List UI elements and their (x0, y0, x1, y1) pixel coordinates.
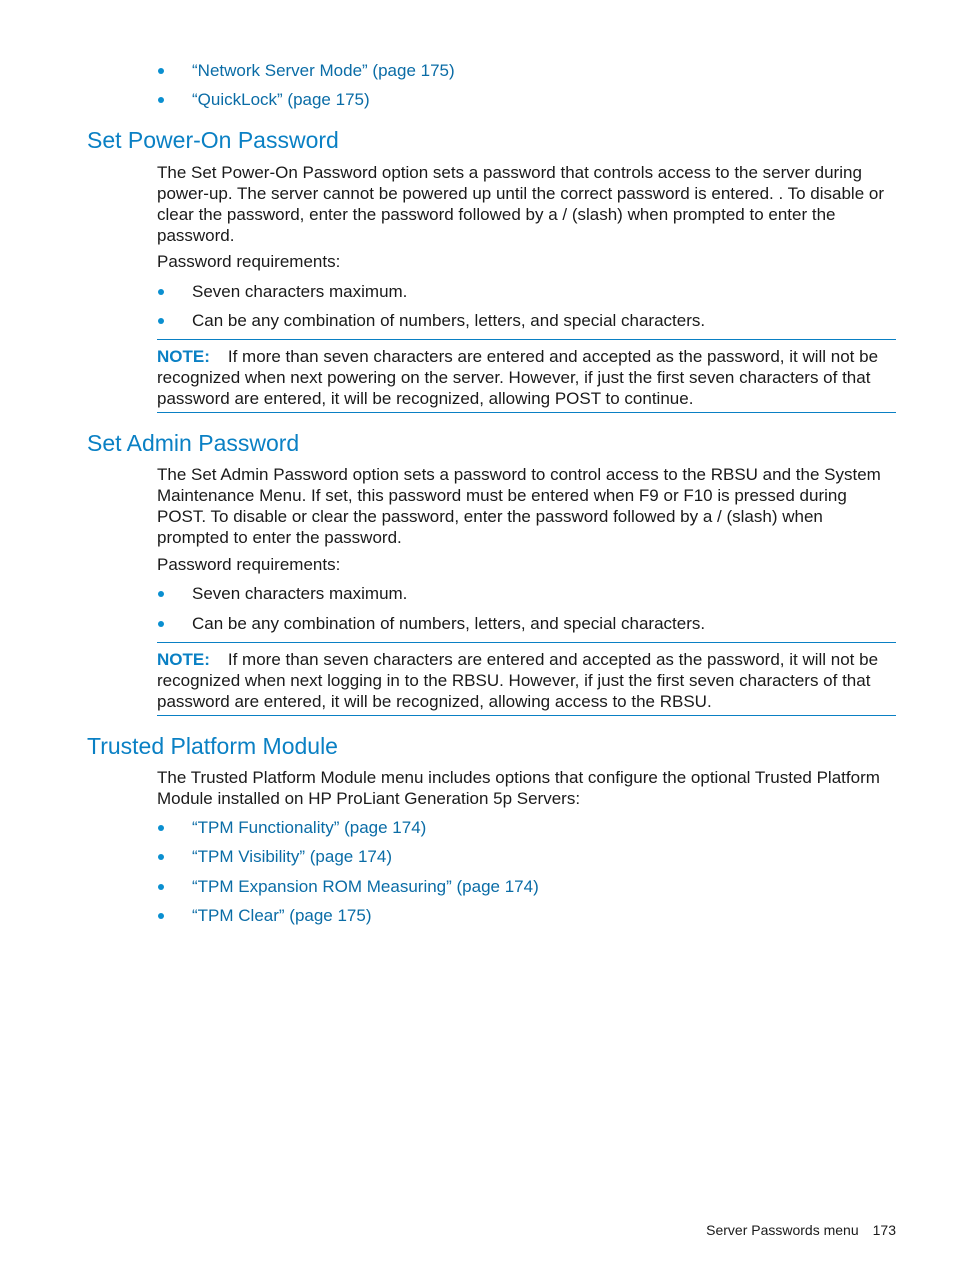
link-network-server-mode[interactable]: “Network Server Mode” (page 175) (192, 61, 455, 80)
requirements-list (157, 584, 705, 634)
bullet-icon (158, 854, 164, 860)
list-item (157, 877, 539, 897)
footer-section-name: Server Passwords menu (706, 1222, 859, 1238)
list-item (157, 818, 539, 838)
section-heading-power-on: Set Power-On Password (87, 127, 339, 153)
note-box (157, 642, 896, 716)
link-quicklock[interactable]: “QuickLock” (page 175) (192, 90, 370, 109)
bullet-icon (158, 591, 164, 597)
bullet-icon (158, 68, 164, 74)
top-link-list (157, 61, 455, 110)
list-item: Can be any combination of numbers, letters, and special characters. (157, 311, 705, 331)
bullet-icon (158, 318, 164, 324)
section-heading-tpm: Trusted Platform Module (87, 733, 338, 759)
note-text: If more than seven characters are entered and accepted as the password, it will not be recognized when next powering on the server. However, if just the first seven characters of that password are entered, it will be recognized, allowing POST to continue. (157, 347, 879, 408)
section-intro: The Set Admin Password option sets a password to control access to the RBSU and the System Maintenance Menu. If set, this password must be entered when F9 or F10 is pressed during POST. To disable or clear the password, enter the password followed by a / (slash) when prompted to enter the password. (157, 465, 881, 547)
page-number: 173 (872, 1222, 896, 1238)
bullet-icon (158, 825, 164, 831)
bullet-icon (158, 289, 164, 295)
requirements-label: Password requirements: (157, 252, 341, 271)
page-footer (706, 1222, 896, 1238)
link-tpm-visibility[interactable]: “TPM Visibility” (page 174) (192, 847, 392, 866)
link-tpm-functionality[interactable]: “TPM Functionality” (page 174) (192, 818, 427, 837)
note-label: NOTE: (157, 650, 210, 669)
bullet-icon (158, 97, 164, 103)
note-box (157, 339, 896, 413)
section-intro: The Trusted Platform Module menu includes options that configure the optional Trusted Platform Module installed on HP ProLiant Generation 5p Servers: (157, 768, 880, 808)
note-label: NOTE: (157, 347, 210, 366)
bullet-icon (158, 621, 164, 627)
list-item (157, 61, 455, 81)
requirements-label: Password requirements: (157, 555, 341, 574)
bullet-icon (158, 884, 164, 890)
requirements-list (157, 282, 705, 331)
tpm-link-list (157, 818, 539, 926)
list-item (157, 906, 539, 926)
section-intro: The Set Power-On Password option sets a password that controls access to the server during power-up. The server cannot be powered up until the correct password is entered. . To disable or clear the password, enter the password followed by a / (slash) when prompted to enter the password. (157, 163, 884, 245)
list-item: Seven characters maximum. (157, 282, 705, 302)
list-item (157, 847, 539, 867)
link-tpm-expansion-rom[interactable]: “TPM Expansion ROM Measuring” (page 174) (192, 877, 539, 896)
section-heading-admin: Set Admin Password (87, 430, 300, 456)
note-text: If more than seven characters are entered and accepted as the password, it will not be recognized when next logging in to the RBSU. However, if just the first seven characters of that password are entered, it will be recognized, allowing access to the RBSU. (157, 650, 879, 711)
bullet-icon (158, 913, 164, 919)
list-item: Can be any combination of numbers, letters, and special characters. (157, 614, 705, 634)
list-item (157, 90, 455, 110)
link-tpm-clear[interactable]: “TPM Clear” (page 175) (192, 906, 372, 925)
list-item: Seven characters maximum. (157, 584, 705, 604)
